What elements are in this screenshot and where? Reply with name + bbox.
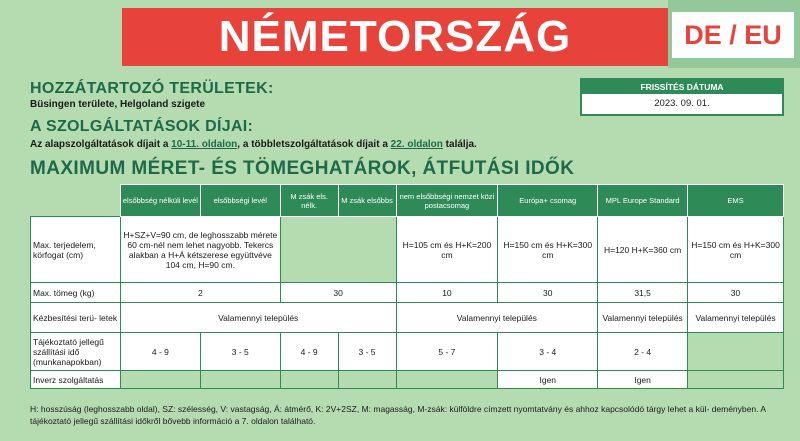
limits-table (30, 184, 784, 389)
col-header: nem elsőbbségi nemzet közi postacsomag (396, 185, 498, 217)
table-cell: Valamennyi település (120, 303, 396, 333)
table-cell: 30 (280, 283, 396, 303)
page-title: NÉMETORSZÁG (122, 8, 668, 66)
table-header-row (31, 185, 784, 217)
table-cell: Igen (598, 371, 688, 389)
table-cell: 2 - 4 (598, 333, 688, 371)
table-cell: 30 (498, 283, 598, 303)
col-header: Európa+ csomag (498, 185, 598, 217)
table-cell: Igen (498, 371, 598, 389)
table-cell: H=120 H+K=360 cm (598, 217, 688, 283)
table-cell: H=150 cm és H+K=300 cm (688, 217, 784, 283)
table-cell: 3 - 5 (338, 333, 396, 371)
table-cell: 10 (396, 283, 498, 303)
col-header: elsőbbség nélküli levél (120, 185, 200, 217)
basic-fees-link[interactable]: 10-11. oldalon (171, 139, 238, 150)
update-date-box (580, 78, 784, 116)
col-header: EMS (688, 185, 784, 217)
table-cell: 31,5 (598, 283, 688, 303)
table-cell: 3 - 5 (200, 333, 280, 371)
territories-text: Büsingen területe, Helgoland szigete (30, 99, 206, 110)
row-label: Max. terjedelem, körfogat (cm) (31, 217, 121, 283)
fees-heading: A SZOLGÁLTATÁSOK DÍJAI: (30, 118, 254, 135)
territories-heading: HOZZÁTARTOZÓ TERÜLETEK: (30, 80, 274, 97)
table-cell: Valamennyi település (396, 303, 598, 333)
country-code: DE / EU (672, 12, 794, 58)
table-cell: Valamennyi település (688, 303, 784, 333)
row-label: Kézbesítési terü- letek (31, 303, 121, 333)
update-date-label: FRISSÍTÉS DÁTUMA (582, 80, 782, 94)
col-header: M zsák elsőbbs (338, 185, 396, 217)
table-cell: 3 - 4 (498, 333, 598, 371)
col-header: M zsák els. nélk. (280, 185, 338, 217)
table-cell: H+SZ+V=90 cm, de leghosszabb mérete 60 cm-nél nem lehet nagyobb. Tekercs alakban a H+Á kétszerese együttvéve 104 cm, H=90 cm. (120, 217, 280, 283)
table-row (31, 283, 784, 303)
footnote: H: hosszúság (leghosszabb oldal), SZ: szélesség, V: vastagság, Á: átmérő, K: 2V+2SZ, M: magasság, M-zsák: külföldre címzett nyomtatvány és ahhoz kapcsolódó tárgy lehet a kül- deményben. A tájékoztató jellegű szállítási időkről bővebb információ a 7. oldalon található. (30, 404, 766, 426)
row-label: Inverz szolgáltatás (31, 371, 121, 389)
limits-heading: MAXIMUM MÉRET- ÉS TÖMEGHATÁROK, ÁTFUTÁSI IDŐK (30, 158, 575, 179)
table-row (31, 303, 784, 333)
table-cell: Valamennyi település (598, 303, 688, 333)
table-row (31, 333, 784, 371)
update-date-value: 2023. 09. 01. (654, 98, 710, 109)
table-cell: 4 - 9 (280, 333, 338, 371)
table-cell: 2 (120, 283, 280, 303)
table-row (31, 217, 784, 283)
col-header: elsőbbségi levél (200, 185, 280, 217)
row-label: Tájékoztató jellegű szállítási idő (munkanapokban) (31, 333, 121, 371)
fees-text: Az alapszolgáltatások díjait a 10-11. oldalon, a többletszolgáltatások díjait a 22. oldalon találja. (30, 139, 477, 150)
table-cell: 30 (688, 283, 784, 303)
row-label: Max. tömeg (kg) (31, 283, 121, 303)
col-header: MPL Europe Standard (598, 185, 688, 217)
table-row (31, 371, 784, 389)
table-cell: H=105 cm és H+K=200 cm (396, 217, 498, 283)
table-cell: 4 - 9 (120, 333, 200, 371)
extra-fees-link[interactable]: 22. oldalon (390, 139, 443, 150)
table-cell: H=150 cm és H+K=300 cm (498, 217, 598, 283)
table-cell: 5 - 7 (396, 333, 498, 371)
